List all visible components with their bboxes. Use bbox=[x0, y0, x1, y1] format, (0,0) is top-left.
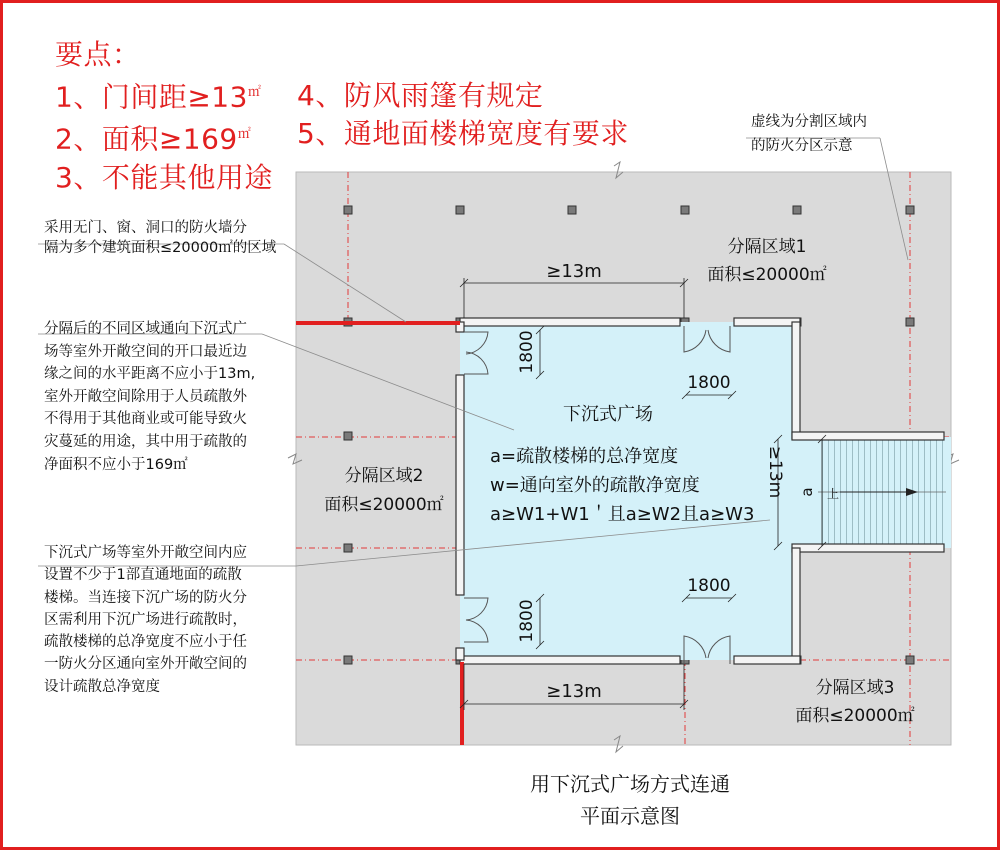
stair-up-label: 上 bbox=[826, 487, 840, 501]
caption-line-1: 用下沉式广场方式连通 bbox=[530, 772, 730, 796]
note-evacuation-stairs: 下沉式广场等室外开敞空间内应 设置不少于1部直通地面的疏散 楼梯。当连接下沉广场的防火分 区需利用下沉广场进行疏散时， 疏散楼梯的总净宽度不应小于任 一防火分区通向室外开敞空间的 设计疏散总净宽度 bbox=[44, 545, 247, 695]
dim-door-bottom: 1800 bbox=[687, 576, 731, 596]
diagram-caption bbox=[480, 768, 780, 832]
caption-line-2: 平面示意图 bbox=[580, 804, 680, 828]
zone2-name: 分隔区域2 bbox=[344, 466, 424, 486]
key-point-3: 3、不能其他用途 bbox=[55, 160, 273, 194]
note-dashed-lines: 虚线为分割区域内 的防火分区示意 bbox=[751, 114, 867, 154]
dim-top-13m: ≥13m bbox=[546, 261, 602, 282]
zone3-area: 面积≤20000㎡ bbox=[795, 706, 915, 726]
key-point-4: 4、防风雨篷有规定 bbox=[297, 79, 544, 112]
key-point-1: 1、门间距≥13㎡ bbox=[55, 80, 262, 114]
zone1-name: 分隔区域1 bbox=[727, 237, 807, 257]
plaza-line-1: a=疏散楼梯的总净宽度 bbox=[490, 446, 679, 467]
dim-door-top: 1800 bbox=[687, 373, 731, 393]
plaza-line-2: w=通向室外的疏散净宽度 bbox=[490, 475, 700, 496]
note-opening-distance: 分隔后的不同区域通向下沉式广 场等室外开敞空间的开口最近边 缘之间的水平距离不应小于13m, 室外开敞空间除用于人员疏散外 不得用于其他商业或可能导致火 灾蔓延的用途，其中用于疏散的 净面积不应小于169㎡ bbox=[44, 321, 256, 473]
key-point-2: 2、面积≥169㎡ bbox=[55, 122, 252, 156]
dim-right-13m: ≥13m bbox=[765, 445, 785, 499]
zone2-area: 面积≤20000㎡ bbox=[324, 495, 444, 515]
zone3-name: 分隔区域3 bbox=[815, 678, 895, 698]
dim-bottom-13m: ≥13m bbox=[546, 681, 602, 702]
key-points-heading: 要点： bbox=[55, 38, 141, 71]
dim-stair-a: a bbox=[798, 487, 816, 497]
zone1-area: 面积≤20000㎡ bbox=[707, 265, 827, 285]
dim-left-bottom-1800: 1800 bbox=[517, 599, 537, 643]
dim-left-top-1800: 1800 bbox=[517, 330, 537, 374]
plaza-line-3: a≥W1+W1＇且a≥W2且a≥W3 bbox=[490, 504, 755, 525]
note-firewall: 采用无门、窗、洞口的防火墙分 隔为多个建筑面积≤20000㎡的区域 bbox=[44, 220, 277, 256]
plaza-title: 下沉式广场 bbox=[563, 404, 653, 425]
key-point-5: 5、通地面楼梯宽度有要求 bbox=[297, 117, 629, 150]
